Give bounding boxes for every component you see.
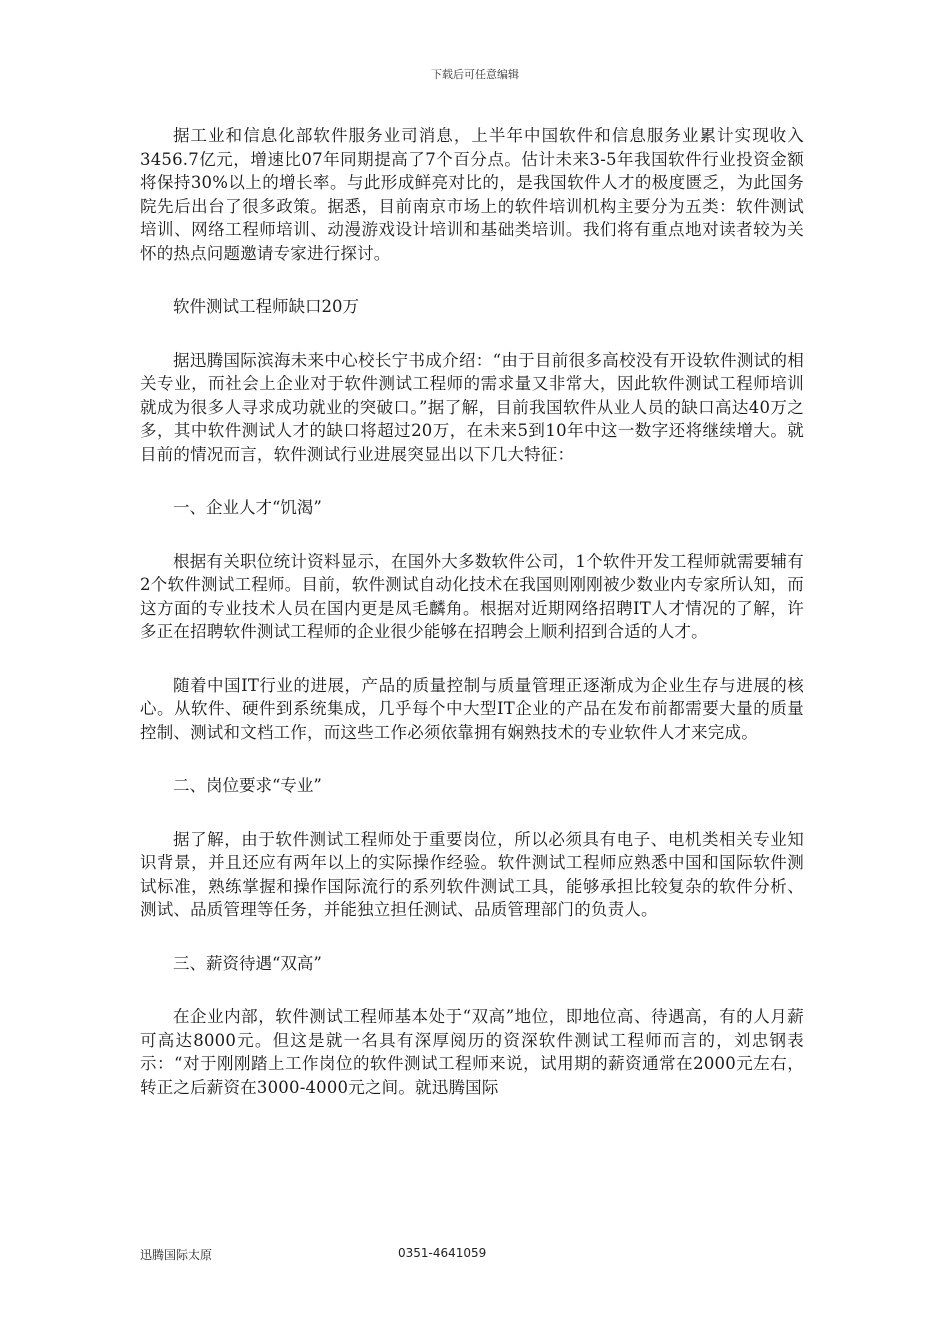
footer-company: 迅腾国际太原 <box>140 1248 213 1262</box>
section-heading-gap: 软件测试工程师缺口20万 <box>173 297 359 316</box>
section-heading-requirements: 二、岗位要求“专业” <box>173 776 322 795</box>
paragraph-salary: 在企业内部，软件测试工程师基本处于“双高”地位，即地位高、待遇高，有的人月薪可高达8000元。但这是就一名具有深厚阅历的资深软件测试工程师而言的，刘忠钢表示：“对于刚刚踏上工作岗位的软件测试工程师来说，试用期的薪资通常在2000元左右，转正之后薪资在3000-4000元之间。就迅腾国际 <box>140 1007 804 1097</box>
paragraph-intro: 据工业和信息化部软件服务业司消息，上半年中国软件和信息服务业累计实现收入3456.7亿元，增速比07年同期提高了7个百分点。估计未来3-5年我国软件行业投资金额将保持30%以上的增长率。与此形成鲜亮对比的，是我国软件人才的极度匮乏，为此国务院先后出台了很多政策。据悉，目前南京市场上的软件培训机构主要分为五类：软件测试培训、网络工程师培训、动漫游戏设计培训和基础类培训。我们将有重点地对读者较为关怀的热点问题邀请专家进行探讨。 <box>140 126 804 263</box>
paragraph-statistics: 根据有关职位统计资料显示，在国外大多数软件公司，1个软件开发工程师就需要辅有2个软件测试工程师。目前，软件测试自动化技术在我国则刚刚被少数业内专家所认知，而这方面的专业技术人员在国内更是凤毛麟角。根据对近期网络招聘IT人才情况的了解，许多正在招聘软件测试工程师的企业很少能够在招聘会上顺利招到合适的人才。 <box>140 551 804 641</box>
section-heading-talent: 一、企业人才“饥渴” <box>173 498 322 517</box>
page-header: 下载后可任意编辑 <box>431 68 519 81</box>
paragraph-interview: 据迅腾国际滨海未来中心校长宁书成介绍：“由于目前很多高校没有开设软件测试的相关专业，而社会上企业对于软件测试工程师的需求量又非常大，因此软件测试工程师培训就成为很多人寻求成功就业的突破口。”据了解，目前我国软件从业人员的缺口高达40万之多，其中软件测试人才的缺口将超过20万，在未来5到10年中这一数字还将继续增大。就目前的情况而言，软件测试行业进展突显出以下几大特征： <box>140 350 804 464</box>
paragraph-requirements: 据了解，由于软件测试工程师处于重要岗位，所以必须具有电子、电机类相关专业知识背景，并且还应有两年以上的实际操作经验。软件测试工程师应熟悉中国和国际软件测试标准，熟练掌握和操作国际流行的系列软件测试工具，能够承担比较复杂的软件分析、测试、品质管理等任务，并能独立担任测试、品质管理部门的负责人。 <box>140 829 804 919</box>
footer-phone: 0351-4641059 <box>398 1246 487 1260</box>
document-body <box>140 124 804 1129</box>
section-heading-salary: 三、薪资待遇“双高” <box>173 953 322 973</box>
paragraph-industry: 随着中国IT行业的进展，产品的质量控制与质量管理正逐渐成为企业生存与进展的核心。从软件、硬件到系统集成，几乎每个中大型IT企业的产品在发布前都需要大量的质量控制、测试和文档工作，而这些工作必须依靠拥有娴熟技术的专业软件人才来完成。 <box>140 675 804 742</box>
